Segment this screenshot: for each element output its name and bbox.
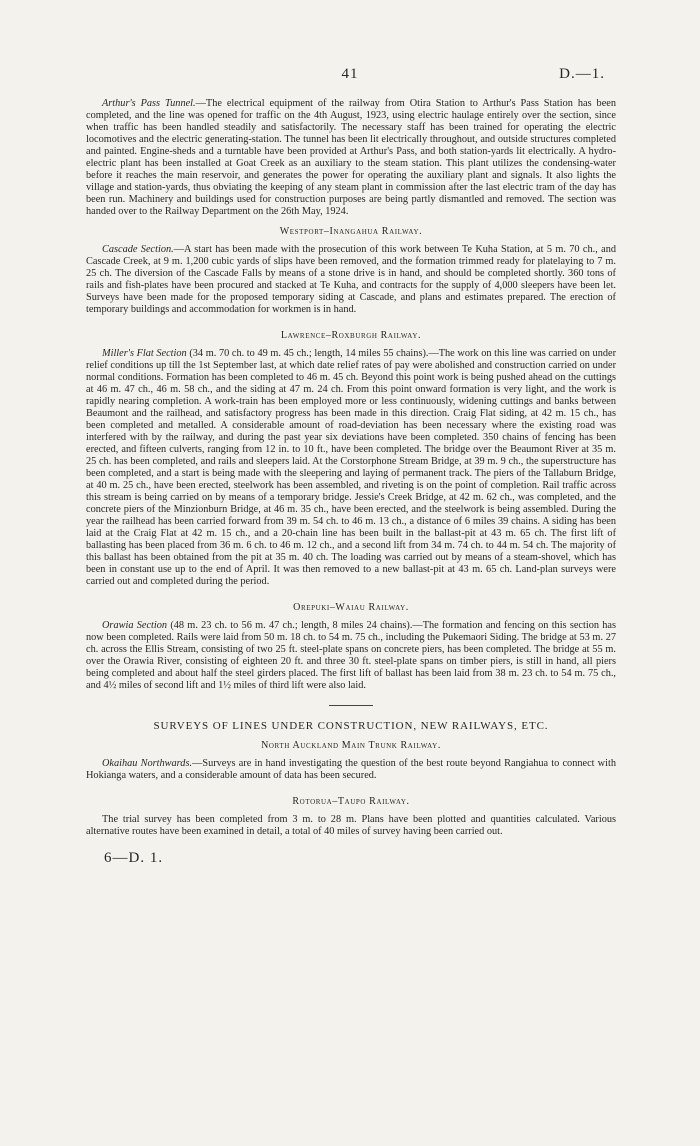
- paragraph-orawia-section: [86, 620, 616, 692]
- paragraph-text: (48 m. 23 ch. to 56 m. 47 ch.; length, 8 miles 24 chains).—The formation and fencing on this section has now been completed. Rails were laid from 50 m. 18 ch. to 54 m. 75 ch., including the Pukemaori Siding. The bridge at 53 m. 27 ch. across the Ellis Stream, consisting of two 25 ft. steel-plate spans on concrete piers, has been completed. The bridge at 55 m. over the Orawia River, consisting of eighteen 20 ft. and three 30 ft. steel-plate spans on timber piers, is still in hand, all piers being completed and about half the steel girders placed. The first lift of ballast has been laid from 38 m. 23 ch. to 54 m. 75 ch., and 4½ miles of second lift and 1½ miles of third lift were also laid.: [86, 620, 616, 691]
- paragraph-text: (34 m. 70 ch. to 49 m. 45 ch.; length, 14 miles 55 chains).—The work on this line was carried on under relief conditions up till the 1st September last, at which date relief rates of pay were abolished and construction carried on under normal conditions. Formation has been completed to 46 m. 45 ch. Beyond this point work is being pushed ahead on the cuttings at 46 m. 47 ch., 46 m. 58 ch., and the siding at 47 m. 24 ch. From this point onward formation is very light, and the work is rapidly nearing completion. A work-train has been employed more or less continuously, widening cuttings and banks between Beaumont and the railhead, and satisfactory progress has been made in this direction. Craig Flat siding, at 42 m. 15 ch., has been completed and metalled. A considerable amount of road-deviation has been necessary where the existing road was interfered with by the railway, and during the past year six deviations have been completed. 350 chains of fencing has been erected, and fifteen culverts, ranging from 12 in. to 10 ft., have been completed. The bridge over the Beaumont River at 35 m. 25 ch. has been completed, and rails and sleepers laid. At the Corstorphone Stream Bridge, at 39 m. 9 ch., the superstructure has been completed, and a start is being made with the sleepering and laying of permanent track. The piers of the Tallaburn Bridge, at 40 m. 25 ch., have been erected, steelwork has been assembled, and riveting is on the point of completion. Rail traffic across this stream is being carried on by means of a temporary bridge. Jessie's Creek Bridge, at 42 m. 62 ch., was completed, and the concrete piers of the Minzionburn Bridge, at 46 m. 35 ch., have been erected, and the steelwork is being assembled. During the year the railhead has been carried forward from 39 m. 54 ch. to 46 m. 13 ch., a distance of 6 miles 39 chains. A siding has been laid at the Craig Flat at 42 m. 15 ch., and a 20-chain line has been built in the ballast-pit at 43 m. 65 ch. The first lift of ballasting has been placed from 36 m. 6 ch. to 46 m. 12 ch., and a second lift from 34 m. 74 ch. to 44 m. 54 ch. The majority of this ballast has been obtained from the pit at 35 m. 40 ch. The loading was carried out by means of a steam-shovel, which has been in constant use up to the end of April. It was then removed to a new ballast-pit at 43 m. 65 ch. Land-plan surveys were carried out and completed during the period.: [86, 348, 617, 587]
- page-signature: 6—D. 1.: [104, 850, 164, 866]
- paragraph-arthurs-pass: [86, 98, 616, 218]
- main-heading-surveys: SURVEYS OF LINES UNDER CONSTRUCTION, NEW RAILWAYS, ETC.: [153, 720, 549, 732]
- paragraph-okaihau-northwards: [86, 758, 616, 782]
- section-heading-north-auckland: North Auckland Main Trunk Railway.: [261, 740, 441, 751]
- paragraph-title: Orawia Section: [102, 620, 168, 631]
- paragraph-title: Miller's Flat Section: [102, 348, 187, 359]
- section-heading-westport-inangahua: Westport–Inangahua Railway.: [279, 226, 423, 237]
- section-divider: [329, 705, 373, 706]
- paragraph-cascade-section: [86, 244, 616, 316]
- page-number: 41: [341, 66, 359, 82]
- paragraph-text: —A start has been made with the prosecution of this work between Te Kuha Station, at 5 m. 70 ch., and Cascade Creek, at 9 m. 1,200 cubic yards of slips have been removed, and the formation trimmed ready for platelaying to 7 m. 25 ch. The diversion of the Cascade Falls by means of a stone drive is in hand, and should be completed shortly. 360 tons of rails and fish-plates have been procured and stacked at Te Kuha, and contracts for the supply of 4,000 sleepers have been let. Surveys have been made for the proposed temporary siding at Cascade, and plans and estimates prepared. The erection of temporary buildings and accommodation for workmen is in hand.: [86, 244, 617, 315]
- paragraph-title: Arthur's Pass Tunnel.: [102, 98, 196, 109]
- document-reference: D.—1.: [559, 66, 605, 82]
- page-body: [86, 98, 616, 864]
- paragraph-title: Okaihau Northwards.: [102, 758, 193, 769]
- section-heading-rotorua-taupo: Rotorua–Taupo Railway.: [292, 796, 410, 807]
- paragraph-millers-flat: [86, 348, 616, 588]
- section-heading-lawrence-roxburgh: Lawrence–Roxburgh Railway.: [280, 330, 422, 341]
- paragraph-text: —The electrical equipment of the railway from Otira Station to Arthur's Pass Station has been completed, and the line was opened for traffic on the 4th August, 1923, using electric haulage entirely over the section, since when traffic has been handled steadily and satisfactorily. The necessary staff has been trained for operating the electric locomotives and the electric generating-station. The tunnel has been lit electrically throughout, and outside structures completed and painted. Engine-sheds and a turntable have been provided at Arthur's Pass, and both station-yards lit electrically. A hydro-electric plant has been installed at Goat Creek as an auxiliary to the steam station. This plant utilizes the condensing-water before it reaches the main reservoir, and generates the power for operating the auxiliary plant and signals. It also lights the village and station-yards, thus obviating the keeping of any steam plant in commission after the last electric tram of the day has been run. Machinery and buildings used for construction purposes are being partly dismantled and removed. The section was handed over to the Railway Department on the 26th May, 1924.: [86, 98, 616, 217]
- section-heading-orepuki-waiau: Orepuki–Waiau Railway.: [293, 602, 409, 613]
- paragraph-title: Cascade Section.: [102, 244, 174, 255]
- paragraph-rotorua-taupo: The trial survey has been completed from 3 m. to 28 m. Plans have been plotted and quantities calculated. Various alternative routes have been examined in detail, a total of 40 miles of survey having been carried out.: [86, 814, 616, 837]
- paragraph-text: —Surveys are in hand investigating the question of the best route beyond Rangiahua to connect with Hokianga waters, and a considerable amount of data has been secured.: [86, 758, 616, 781]
